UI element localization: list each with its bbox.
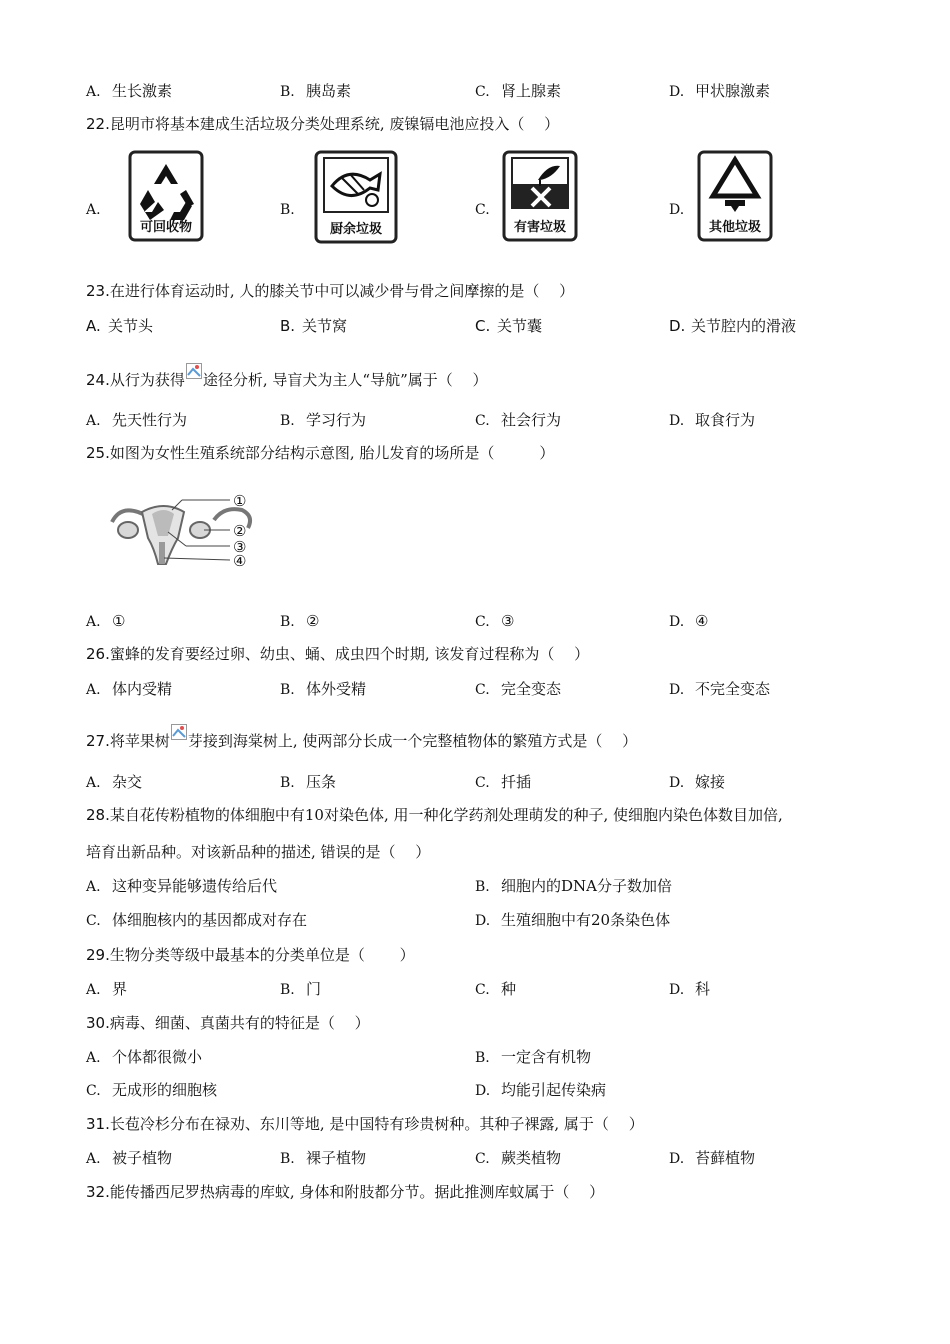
q30-option-d: D. 均能引起传染病 xyxy=(475,1081,607,1099)
q27-stem: 27.将苹果树 芽接到海棠树上, 使两部分长成一个完整植物体的繁殖方式是（ ） xyxy=(86,724,637,751)
q26-option-d: D. 不完全变态 xyxy=(669,680,771,698)
q27-option-b: B. 压条 xyxy=(280,773,337,791)
diagram-label-4: ④ xyxy=(233,552,247,570)
diagram-label-1: ① xyxy=(233,492,247,510)
q26-option-a: A. 体内受精 xyxy=(86,680,173,698)
q30-option-a: A. 个体都很微小 xyxy=(86,1048,203,1066)
q25-stem: 25.如图为女性生殖系统部分结构示意图, 胎儿发育的场所是（ ） xyxy=(86,444,555,462)
q22-option-d-letter: D. xyxy=(669,202,685,218)
q24-stem: 24.从行为获得 途径分析, 导盲犬为主人“导航”属于（ ） xyxy=(86,363,488,390)
q28-option-a: A. 这种变异能够遗传给后代 xyxy=(86,877,278,895)
kitchen-waste-sign xyxy=(314,150,398,244)
q29-option-b: B. 门 xyxy=(280,980,322,998)
q29-stem: 29.生物分类等级中最基本的分类单位是（ ） xyxy=(86,946,415,964)
q24-option-c: C. 社会行为 xyxy=(475,411,562,429)
q27-option-c: C. 扦插 xyxy=(475,773,532,791)
diagram-label-3: ③ xyxy=(233,538,247,556)
q29-option-d: D. 科 xyxy=(669,980,711,998)
q25-option-d: D. ④ xyxy=(669,612,709,630)
q28-stem-line1: 28.某自花传粉植物的体细胞中有10对染色体, 用一种化学药剂处理萌发的种子, 使细胞内染色体数目加倍, xyxy=(86,806,783,824)
q23-option-a: A. 关节头 xyxy=(86,317,154,335)
q25-option-b: B. ② xyxy=(280,612,320,630)
q27-option-a: A. 杂交 xyxy=(86,773,143,791)
q22-option-c-letter: C. xyxy=(475,202,490,218)
hazardous-waste-sign xyxy=(502,150,578,242)
q22-option-b-letter: B. xyxy=(280,202,295,218)
q27-option-d: D. 嫁接 xyxy=(669,773,726,791)
recycle-sign xyxy=(128,150,204,242)
q21-option-d: D. 甲状腺激素 xyxy=(669,82,771,100)
q26-option-b: B. 体外受精 xyxy=(280,680,367,698)
q28-stem-line2: 培育出新品种。对该新品种的描述, 错误的是（ ） xyxy=(86,843,431,861)
q28-option-b: B. 细胞内的DNA分子数加倍 xyxy=(475,877,672,895)
q28-option-d: D. 生殖细胞中有20条染色体 xyxy=(475,911,671,929)
q21-option-c: C. 肾上腺素 xyxy=(475,82,562,100)
other-waste-sign-caption: 其他垃圾 xyxy=(708,220,761,235)
q31-option-c: C. 蕨类植物 xyxy=(475,1149,562,1167)
kitchen-waste-sign-caption: 厨余垃圾 xyxy=(329,222,382,237)
female-reproductive-diagram xyxy=(108,492,258,572)
q30-stem: 30.病毒、细菌、真菌共有的特征是（ ） xyxy=(86,1014,370,1032)
q31-option-a: A. 被子植物 xyxy=(86,1149,173,1167)
broken-image-icon xyxy=(186,363,202,379)
q25-option-a: A. ① xyxy=(86,612,126,630)
q28-option-c: C. 体细胞核内的基因都成对存在 xyxy=(86,911,308,929)
q31-option-b: B. 裸子植物 xyxy=(280,1149,367,1167)
broken-image-icon xyxy=(171,724,187,740)
q31-stem: 31.长苞冷杉分布在禄劝、东川等地, 是中国特有珍贵树种。其种子裸露, 属于（ ） xyxy=(86,1115,644,1133)
q24-option-b: B. 学习行为 xyxy=(280,411,367,429)
hazardous-waste-sign-caption: 有害垃圾 xyxy=(513,220,566,235)
q29-option-c: C. 种 xyxy=(475,980,517,998)
q31-option-d: D. 苔藓植物 xyxy=(669,1149,756,1167)
q21-option-b: B. 胰岛素 xyxy=(280,82,352,100)
recycle-sign-caption: 可回收物 xyxy=(139,220,192,235)
q24-option-a: A. 先天性行为 xyxy=(86,411,188,429)
other-waste-sign xyxy=(697,150,773,242)
diagram-label-2: ② xyxy=(233,522,247,540)
q30-option-c: C. 无成形的细胞核 xyxy=(86,1081,218,1099)
q29-option-a: A. 界 xyxy=(86,980,128,998)
q23-option-c: C. 关节囊 xyxy=(475,317,543,335)
q26-stem: 26.蜜蜂的发育要经过卵、幼虫、蛹、成虫四个时期, 该发育过程称为（ ） xyxy=(86,645,590,663)
q23-stem: 23.在进行体育运动时, 人的膝关节中可以减少骨与骨之间摩擦的是（ ） xyxy=(86,282,575,300)
q32-stem: 32.能传播西尼罗热病毒的库蚊, 身体和附肢都分节。据此推测库蚊属于（ ） xyxy=(86,1183,605,1201)
q23-option-d: D. 关节腔内的滑液 xyxy=(669,317,797,335)
q23-option-b: B. 关节窝 xyxy=(280,317,348,335)
q22-option-a-letter: A. xyxy=(86,202,101,218)
q26-option-c: C. 完全变态 xyxy=(475,680,562,698)
q22-stem: 22.昆明市将基本建成生活垃圾分类处理系统, 废镍镉电池应投入（ ） xyxy=(86,115,560,133)
q24-option-d: D. 取食行为 xyxy=(669,411,756,429)
q30-option-b: B. 一定含有机物 xyxy=(475,1048,592,1066)
q25-option-c: C. ③ xyxy=(475,612,515,630)
q21-option-a: A. 生长激素 xyxy=(86,82,173,100)
